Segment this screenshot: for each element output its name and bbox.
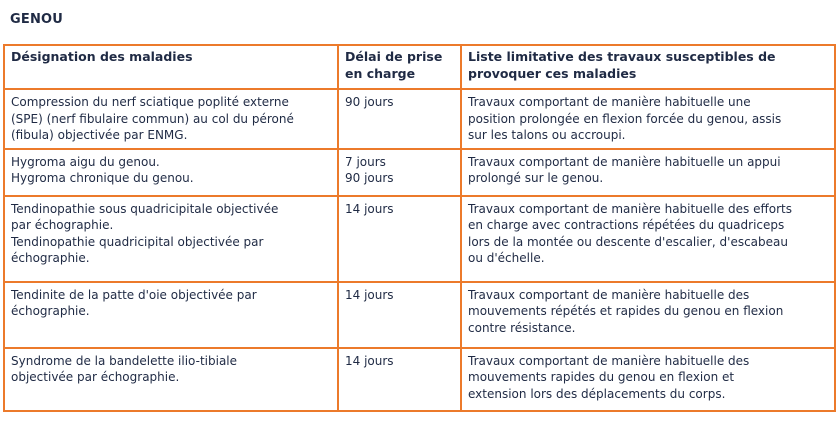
cell-travaux: Travaux comportant de manière habituelle un appui prolongé sur le genou.: [461, 149, 835, 196]
cell-maladie: Hygroma aigu du genou. Hygroma chronique du genou.: [4, 149, 338, 196]
header-travaux: Liste limitative des travaux susceptibles de provoquer ces maladies: [461, 45, 835, 89]
cell-delai: 14 jours: [338, 348, 461, 411]
header-designation: Désignation des maladies: [4, 45, 338, 89]
table-row: [4, 282, 835, 348]
table-header-row: [4, 45, 835, 89]
maladies-table: [3, 44, 836, 412]
table-row: [4, 149, 835, 196]
header-delai: Délai de prise en charge: [338, 45, 461, 89]
table-row: [4, 196, 835, 282]
cell-maladie: Tendinopathie sous quadricipitale objectivée par échographie. Tendinopathie quadricipital objectivée par échographie.: [4, 196, 338, 282]
cell-travaux: Travaux comportant de manière habituelle une position prolongée en flexion forcée du genou, assis sur les talons ou accroupi.: [461, 89, 835, 149]
cell-maladie: Compression du nerf sciatique poplité externe (SPE) (nerf fibulaire commun) au col du péroné (fibula) objectivée par ENMG.: [4, 89, 338, 149]
cell-travaux: Travaux comportant de manière habituelle des mouvements répétés et rapides du genou en flexion contre résistance.: [461, 282, 835, 348]
table-row: [4, 89, 835, 149]
cell-delai: 14 jours: [338, 282, 461, 348]
cell-delai: 7 jours 90 jours: [338, 149, 461, 196]
cell-maladie: Syndrome de la bandelette ilio-tibiale objectivée par échographie.: [4, 348, 338, 411]
cell-travaux: Travaux comportant de manière habituelle des mouvements rapides du genou en flexion et extension lors des déplacements du corps.: [461, 348, 835, 411]
cell-delai: 14 jours: [338, 196, 461, 282]
table-row: [4, 348, 835, 411]
cell-delai: 90 jours: [338, 89, 461, 149]
cell-travaux: Travaux comportant de manière habituelle des efforts en charge avec contractions répétées du quadriceps lors de la montée ou descente d'escalier, d'escabeau ou d'échelle.: [461, 196, 835, 282]
cell-maladie: Tendinite de la patte d'oie objectivée par échographie.: [4, 282, 338, 348]
section-title: GENOU: [10, 12, 64, 27]
